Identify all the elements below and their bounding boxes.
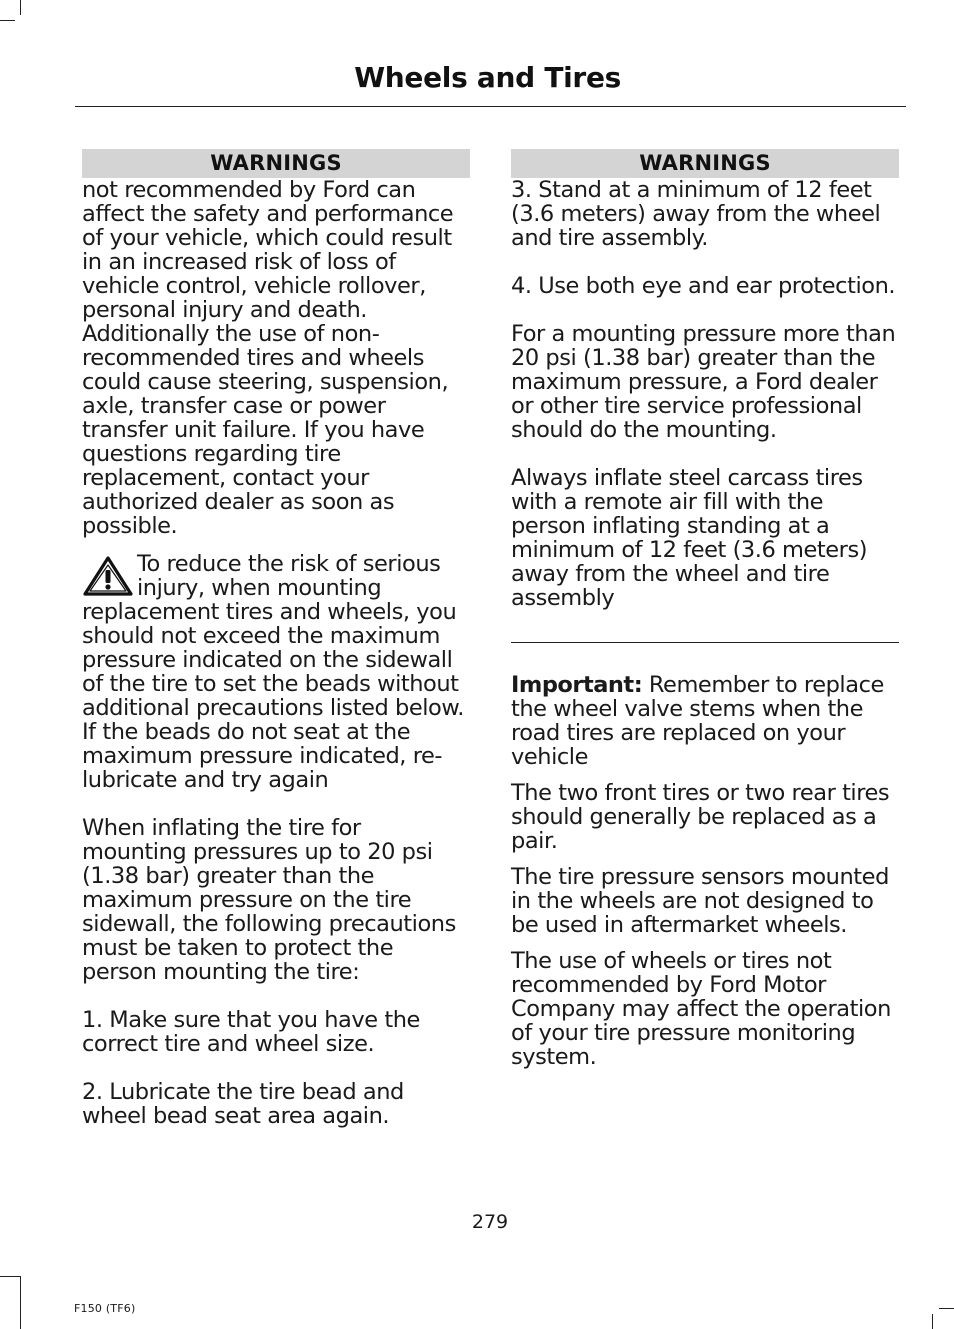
important-label: Important:: [511, 672, 643, 698]
important-note: [511, 673, 899, 769]
crop-mark: [932, 1314, 933, 1329]
title-divider: [75, 106, 906, 107]
crop-mark: [939, 1308, 954, 1309]
page-number: 279: [471, 1211, 509, 1233]
dealer-mounting-paragraph: For a mounting pressure more than 20 psi (1.38 bar) greater than the maximum pressure, a Ford dealer or other tire service professional should do the mounting.: [511, 321, 896, 443]
important-text: Remember to replace the wheel valve stems when the road tires are replaced on your vehicle: [511, 672, 884, 770]
crop-mark: [0, 20, 15, 21]
sensor-paragraph: The tire pressure sensors mounted in the wheels are not designed to be used in aftermarket wheels.: [511, 864, 889, 938]
page-title: Wheels and Tires: [354, 61, 621, 94]
section-divider: [511, 642, 899, 643]
step-1: 1. Make sure that you have the correct tire and wheel size.: [82, 1007, 420, 1057]
right-column: [511, 149, 899, 1069]
steel-carcass-paragraph: Always inflate steel carcass tires with a remote air fill with the person inflating standing at a minimum of 12 feet (3.6 meters) away from the wheel and tire assembly: [511, 465, 868, 611]
warnings-heading: WARNINGS: [82, 149, 470, 178]
crop-mark: [0, 1276, 20, 1277]
warning-block: [82, 552, 470, 792]
pair-replacement-paragraph: The two front tires or two rear tires should generally be replaced as a pair.: [511, 780, 890, 854]
model-code: F150 (TF6): [74, 1302, 136, 1315]
warning-triangle-icon: [82, 554, 134, 598]
crop-mark: [20, 0, 21, 15]
tpms-paragraph: The use of wheels or tires not recommended by Ford Motor Company may affect the operation of your tire pressure monitoring system.: [511, 948, 891, 1070]
step-2: 2. Lubricate the tire bead and wheel bead seat area again.: [82, 1079, 404, 1129]
step-3: 3. Stand at a minimum of 12 feet (3.6 meters) away from the wheel and tire assembly.: [511, 177, 881, 251]
left-column: [82, 149, 470, 1128]
warning-continuation: not recommended by Ford can affect the safety and performance of your vehicle, which could result in an increased risk of loss of vehicle control, vehicle rollover, personal injury and death. Additionally the use of non-recommended tires and wheels could cause steering, suspension, axle, transfer case or power transfer unit failure. If you have questions regarding tire replacement, contact your authorized dealer as soon as possible.: [82, 177, 454, 539]
step-4: 4. Use both eye and ear protection.: [511, 273, 896, 299]
warnings-heading: WARNINGS: [511, 149, 899, 178]
mounting-pressure-paragraph: When inflating the tire for mounting pressures up to 20 psi (1.38 bar) greater than the maximum pressure on the tire sidewall, the following precautions must be taken to protect the person mounting the tire:: [82, 815, 456, 985]
crop-mark: [20, 1276, 21, 1329]
warning-text: To reduce the risk of serious injury, when mounting replacement tires and wheels, you should not exceed the maximum pressure indicated on the sidewall of the tire to set the beads without additional precautions listed below. If the beads do not seat at the maximum pressure indicated, re-lubricate and try again: [82, 551, 464, 793]
